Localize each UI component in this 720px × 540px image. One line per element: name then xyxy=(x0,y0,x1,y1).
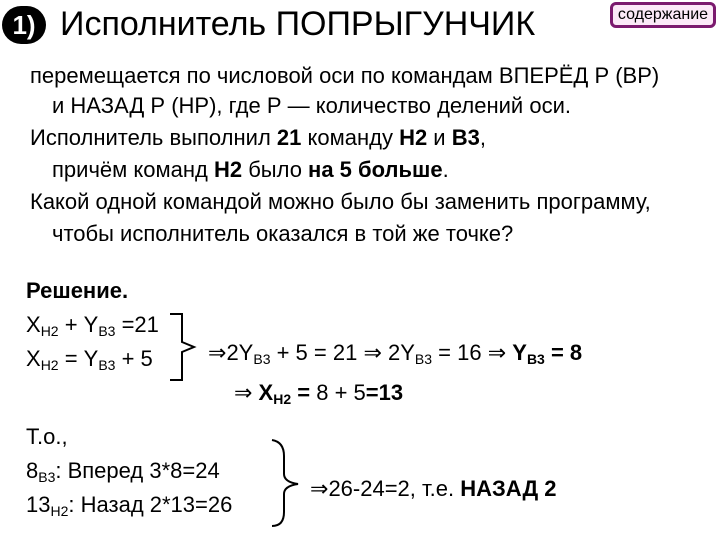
equation-2: $X_{Н2} = Y_{В3} + 5$ xyxy=(26,346,153,373)
problem-line-4: причём команд Н2 было на 5 больше. xyxy=(52,157,449,182)
result-line-2: ⇒ $X_{Н2} = 8 + 5=13$ xyxy=(234,380,404,407)
page-title: Исполнитель ПОПРЫГУНЧИК xyxy=(60,5,536,43)
slide-number-badge xyxy=(2,6,46,44)
problem-line-2: и НАЗАД Р (НР), где Р — количество делений оси. xyxy=(52,93,571,118)
equation-1: $X_{Н2} + Y_{В3} =21$ xyxy=(26,312,159,339)
system-brace-2 xyxy=(270,438,310,528)
final-answer: ⇒26-24=2, т.е. НАЗАД 2 xyxy=(310,476,557,501)
forward-line: $8_{В3}$: Вперед 3*8=24 xyxy=(26,458,220,485)
problem-line-3: Исполнитель выполнил 21 команду Н2 и В3, xyxy=(30,125,486,150)
problem-line-6: чтобы исполнитель оказался в той же точке? xyxy=(52,221,514,246)
back-line: $13_{Н2}$: Назад 2*13=26 xyxy=(26,492,233,519)
contents-button[interactable] xyxy=(610,2,716,28)
solution-heading: Решение. xyxy=(26,278,129,303)
slide-number: 1) xyxy=(12,9,36,40)
problem-line-5: Какой одной командой можно было бы заменить программу, xyxy=(30,189,651,214)
thus-label: Т.о., xyxy=(26,424,68,449)
problem-line-1: перемещается по числовой оси по командам ВПЕРЁД Р (ВР) xyxy=(30,63,660,88)
result-line-1: $\Rightarrow 2Y_{В3} + 5 = 21$ ⇒ $2Y_{В3} = 16$ ⇒ $Y_{В3} = 8$ xyxy=(208,340,583,367)
system-brace-1 xyxy=(168,312,198,382)
contents-button-label: содержание xyxy=(617,6,709,23)
